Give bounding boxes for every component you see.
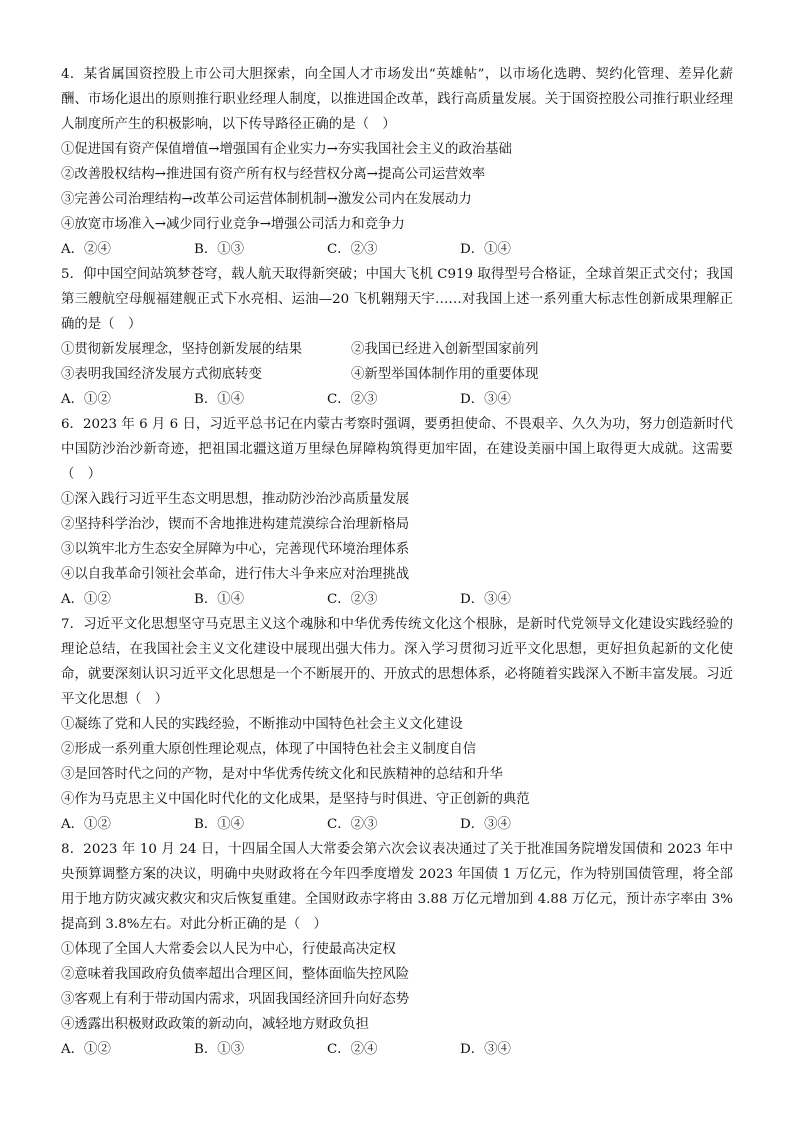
option-4: ④放宽市场准入→减少同行业竞争→增强公司活力和竞争力 (61, 217, 405, 232)
choice-c[interactable]: C．②③ (327, 817, 378, 832)
question-stem: 5．仰中国空间站筑梦苍穹，载人航天取得新突破；中国大飞机 C919 取得型号合格证，全球首架正式交付；我国第三艘航空母舰福建舰正式下水亮相、运油—20 飞机翱翔天宇……对我国上述一系列重大标志性创新成果理解正确的是（ ） (61, 267, 733, 332)
option-4: ④作为马克思主义中国化时代化的文化成果，是坚持与时俱进、守正创新的典范 (61, 792, 530, 807)
choice-b[interactable]: B．①④ (194, 392, 245, 407)
option-4: ④新型举国体制作用的重要体现 (351, 367, 539, 382)
answer-choices (61, 237, 733, 262)
choice-c[interactable]: C．②③ (327, 592, 378, 607)
option-1: ①贯彻新发展理念，坚持创新发展的结果 (61, 342, 303, 357)
choice-a[interactable]: A．①② (61, 1042, 111, 1057)
choice-d[interactable]: D．③④ (460, 817, 511, 832)
option-3: ③完善公司治理结构→改革公司运营体制机制→激发公司内在发展动力 (61, 192, 472, 207)
question-stem: 4．某省属国资控股上市公司大胆探索，向全国人才市场发出“英雄帖”，以市场化选聘、契约化管理、差异化薪酬、市场化退出的原则推行职业经理人制度，以推进国企改革，践行高质量发展。关于国资控股公司推行职业经理人制度所产生的积极影响，以下传导路径正确的是（ ） (61, 67, 733, 132)
option-2: ②改善股权结构→推进国有资产所有权与经营权分离→提高公司运营效率 (61, 167, 486, 182)
choice-a[interactable]: A．①② (61, 592, 111, 607)
choice-b[interactable]: B．①③ (194, 242, 245, 257)
choice-d[interactable]: D．③④ (460, 1042, 511, 1057)
choice-c[interactable]: C．②④ (327, 1042, 378, 1057)
question-stem: 8．2023 年 10 月 24 日，十四届全国人大常委会第六次会议表决通过了关于批准国务院增发国债和 2023 年中央预算调整方案的决议，明确中央财政将在今年四季度增发 2023 年国债 1 万亿元，作为特别国债管理，将全部用于地方防灾减灾救灾和灾后恢复重建。全国财政赤字将由 3.88 万亿元增加到 4.88 万亿元，预计赤字率由 3%提高到 3.8%左右。对此分析正确的是（ ） (61, 842, 733, 932)
choice-b[interactable]: B．①④ (194, 592, 245, 607)
option-4: ④以自我革命引领社会革命，进行伟大斗争来应对治理挑战 (61, 567, 410, 582)
choice-a[interactable]: A．②④ (61, 242, 111, 257)
option-2: ②坚持科学治沙，锲而不舍地推进构建荒漠综合治理新格局 (61, 517, 410, 532)
answer-choices (61, 587, 733, 612)
question-4 (61, 62, 733, 262)
choice-d[interactable]: D．③④ (460, 392, 511, 407)
option-3: ③表明我国经济发展方式彻底转变 (61, 367, 262, 382)
choice-c[interactable]: C．②③ (327, 392, 378, 407)
option-1: ①凝练了党和人民的实践经验，不断推动中国特色社会主义文化建设 (61, 717, 463, 732)
choice-b[interactable]: B．①③ (194, 1042, 245, 1057)
answer-choices (61, 812, 733, 837)
question-stem: 6．2023 年 6 月 6 日，习近平总书记在内蒙古考察时强调，要勇担使命、不畏艰辛、久久为功，努力创造新时代中国防沙治沙新奇迹，把祖国北疆这道万里绿色屏障构筑得更加牢固，在建设美丽中国上取得更大成就。这需要（ ） (61, 417, 733, 482)
option-3: ③是回答时代之问的产物，是对中华优秀传统文化和民族精神的总结和升华 (61, 767, 503, 782)
choice-d[interactable]: D．③④ (460, 592, 511, 607)
question-6 (61, 412, 733, 612)
option-1: ①体现了全国人大常委会以人民为中心，行使最高决定权 (61, 942, 396, 957)
answer-choices (61, 387, 733, 412)
option-2: ②我国已经进入创新型国家前列 (351, 342, 539, 357)
option-row (61, 337, 733, 362)
option-1: ①促进国有资产保值增值→增强国有企业实力→夯实我国社会主义的政治基础 (61, 142, 512, 157)
option-3: ③以筑牢北方生态安全屏障为中心，完善现代环境治理体系 (61, 542, 410, 557)
option-1: ①深入践行习近平生态文明思想，推动防沙治沙高质量发展 (61, 492, 410, 507)
option-3: ③客观上有利于带动国内需求，巩固我国经济回升向好态势 (61, 992, 410, 1007)
question-list (61, 62, 733, 1062)
choice-a[interactable]: A．①② (61, 817, 111, 832)
option-2: ②形成一系列重大原创性理论观点，体现了中国特色社会主义制度自信 (61, 742, 477, 757)
option-row (61, 362, 733, 387)
choice-b[interactable]: B．①④ (194, 817, 245, 832)
choice-c[interactable]: C．②③ (327, 242, 378, 257)
question-7 (61, 612, 733, 837)
choice-a[interactable]: A．①② (61, 392, 111, 407)
question-5 (61, 262, 733, 412)
question-8 (61, 837, 733, 1062)
question-stem: 7．习近平文化思想坚守马克思主义这个魂脉和中华优秀传统文化这个根脉，是新时代党领导文化建设实践经验的理论总结，在我国社会主义文化建设中展现出强大伟力。深入学习贯彻习近平文化思想，更好担负起新的文化使命，就要深刻认识习近平文化思想是一个不断展开的、开放式的思想体系，必将随着实践深入不断丰富发展。习近平文化思想（ ） (61, 617, 733, 707)
answer-choices (61, 1037, 733, 1062)
option-2: ②意味着我国政府负债率超出合理区间，整体面临失控风险 (61, 967, 410, 982)
option-4: ④透露出积极财政政策的新动向，减轻地方财政负担 (61, 1017, 369, 1032)
choice-d[interactable]: D．①④ (460, 242, 511, 257)
